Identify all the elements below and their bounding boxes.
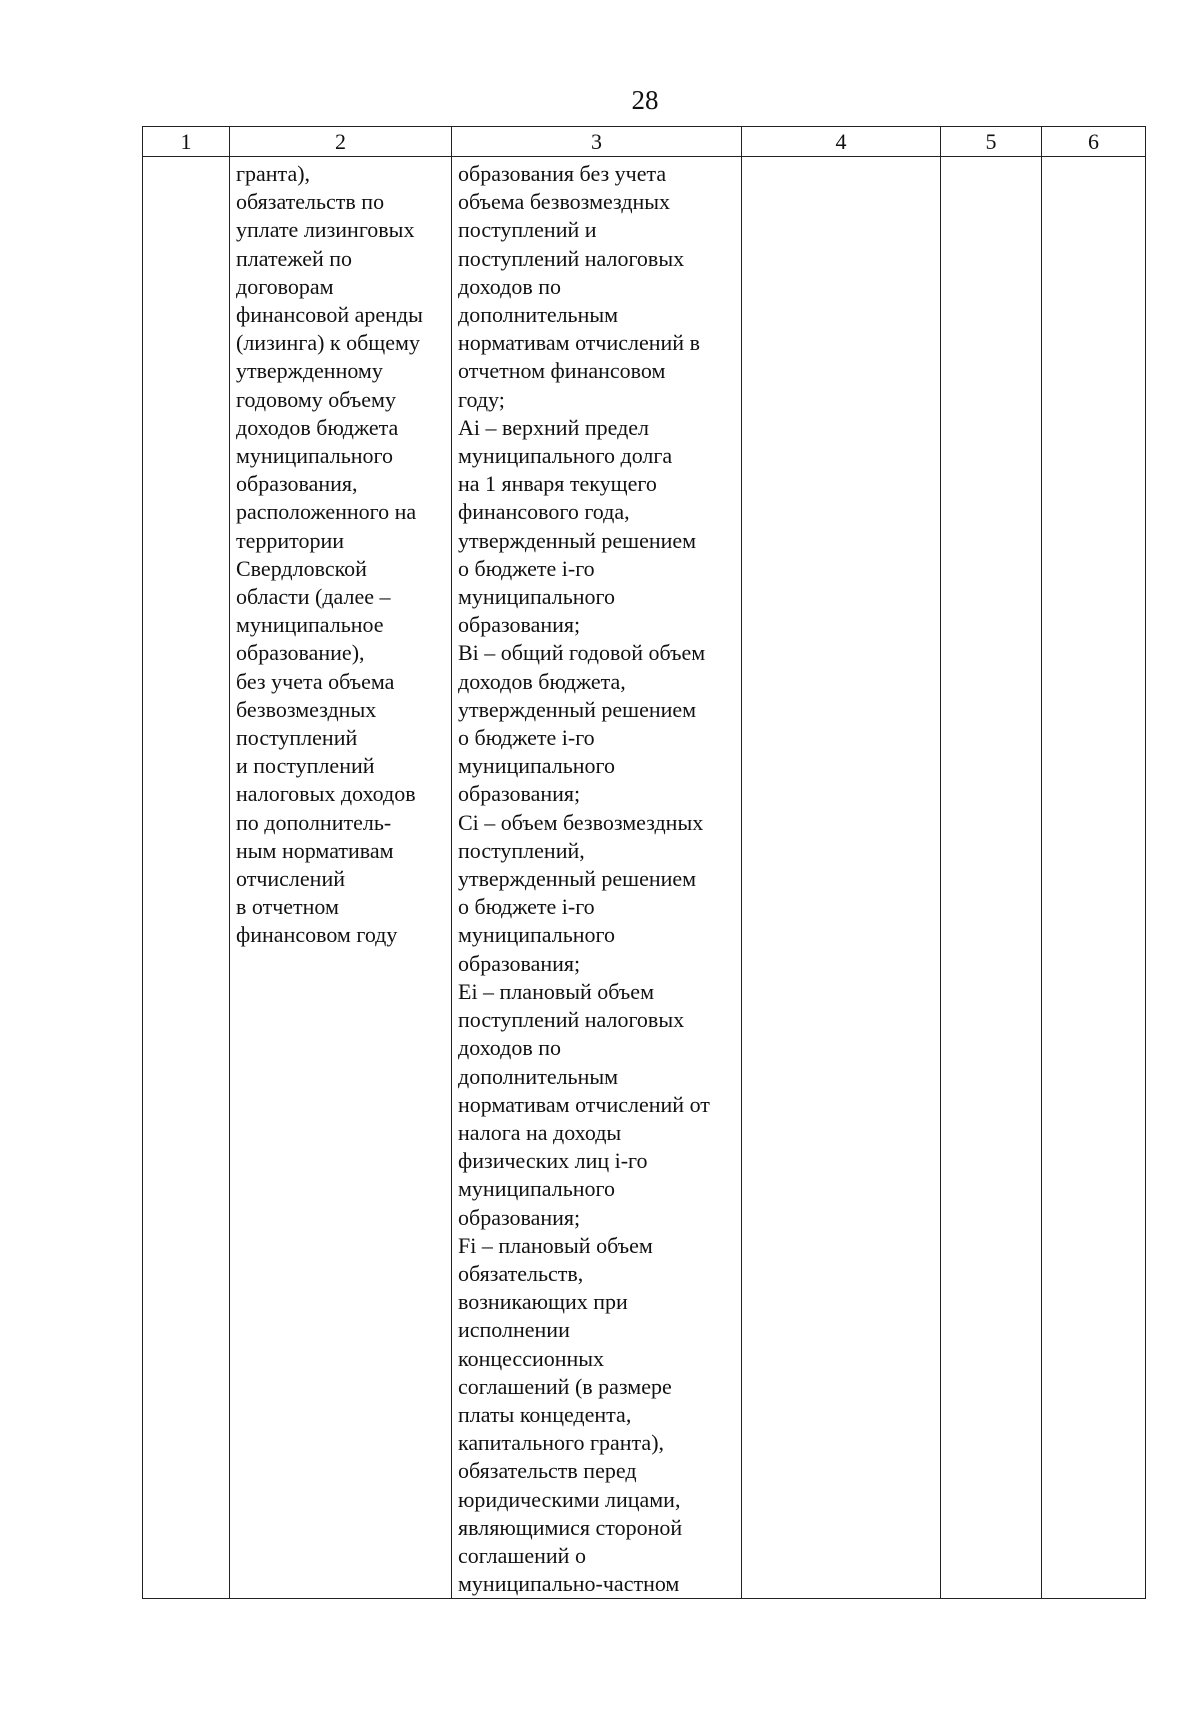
text-line: образование),: [236, 640, 365, 666]
text-line: доходов бюджета: [236, 414, 399, 440]
cell-col-4: [742, 157, 941, 1599]
text-line: отчетном финансовом: [458, 358, 666, 384]
text-line: году;: [458, 386, 505, 412]
text-line: годовому объему: [236, 386, 396, 412]
text-line: Ei – плановый объем: [458, 978, 654, 1004]
text-line: налога на доходы: [458, 1119, 622, 1145]
column-header-6: 6: [1042, 127, 1146, 157]
text-line: утвержденный решением: [458, 527, 697, 553]
text-line: доходов по: [458, 273, 562, 299]
text-line: соглашений (в размере: [458, 1373, 672, 1399]
text-line: муниципального: [458, 753, 616, 779]
text-line: муниципального долга: [458, 443, 673, 469]
text-line: финансовой аренды: [236, 302, 423, 328]
text-line: муниципального: [458, 922, 616, 948]
text-line: образования;: [458, 1204, 581, 1230]
cell-col-1: [143, 157, 230, 1599]
text-line: доходов бюджета,: [458, 668, 626, 694]
text-line: муниципальное: [236, 612, 384, 638]
page-number: 28: [631, 85, 659, 115]
column-header-2: 2: [230, 127, 452, 157]
text-line: муниципального: [236, 443, 394, 469]
text-line: являющимися стороной: [458, 1514, 683, 1540]
table-row: [143, 157, 1146, 1599]
text-line: нормативам отчислений в: [458, 330, 700, 356]
text-line: о бюджете i-го: [458, 555, 595, 581]
cell-col-5: [941, 157, 1042, 1599]
text-line: платы концедента,: [458, 1401, 632, 1427]
text-line: в отчетном: [236, 894, 339, 920]
text-line: безвозмездных: [236, 696, 377, 722]
text-line: по дополнитель-: [236, 809, 392, 835]
text-line: Bi – общий годовой объем: [458, 640, 706, 666]
text-line: о бюджете i-го: [458, 894, 595, 920]
text-line: дополнительным: [458, 1063, 619, 1089]
cell-col-2: [230, 157, 452, 1599]
text-line: муниципально-частном: [458, 1571, 680, 1597]
column-header-5: 5: [941, 127, 1042, 157]
cell-col-3: [452, 157, 742, 1599]
text-line: территории: [236, 527, 345, 553]
col-3-text: [452, 157, 741, 1598]
text-line: финансового года,: [458, 499, 630, 525]
text-line: дополнительным: [458, 302, 619, 328]
text-line: платежей по: [236, 245, 353, 271]
text-line: договорам: [236, 273, 334, 299]
text-line: муниципального: [458, 584, 616, 610]
text-line: поступлений,: [458, 837, 585, 863]
text-line: утвержденный решением: [458, 696, 697, 722]
text-line: образования без учета: [458, 161, 667, 186]
text-line: концессионных: [458, 1345, 605, 1371]
text-line: Ai – верхний предел: [458, 414, 650, 440]
text-line: исполнении: [458, 1317, 570, 1343]
column-header-3: 3: [452, 127, 742, 157]
text-line: отчислений: [236, 866, 345, 892]
text-line: области (далее –: [236, 584, 391, 610]
text-line: образования;: [458, 612, 581, 638]
text-line: капитального гранта),: [458, 1430, 665, 1456]
text-line: юридическими лицами,: [458, 1486, 681, 1512]
cell-col-6: [1042, 157, 1146, 1599]
text-line: ным нормативам: [236, 837, 394, 863]
text-line: образования;: [458, 781, 581, 807]
text-line: поступлений налоговых: [458, 1007, 685, 1033]
text-line: уплате лизинговых: [236, 217, 415, 243]
col-2-text: [230, 157, 451, 950]
text-line: гранта),: [236, 161, 311, 186]
text-line: расположенного на: [236, 499, 417, 525]
column-header-1: 1: [143, 127, 230, 157]
document-table: [142, 126, 1146, 1599]
text-line: поступлений налоговых: [458, 245, 685, 271]
text-line: объема безвозмездных: [458, 189, 671, 215]
text-line: обязательств по: [236, 189, 385, 215]
text-line: возникающих при: [458, 1289, 628, 1315]
text-line: соглашений о: [458, 1542, 586, 1568]
text-line: поступлений: [236, 725, 358, 751]
text-line: и поступлений: [236, 753, 375, 779]
text-line: Fi – плановый объем: [458, 1232, 653, 1258]
text-line: на 1 января текущего: [458, 471, 657, 497]
text-line: без учета объема: [236, 668, 395, 694]
text-line: образования,: [236, 471, 358, 497]
text-line: утвержденному: [236, 358, 383, 384]
text-line: физических лиц i-го: [458, 1148, 648, 1174]
text-line: о бюджете i-го: [458, 725, 595, 751]
text-line: обязательств перед: [458, 1458, 637, 1484]
text-line: утвержденный решением: [458, 866, 697, 892]
text-line: налоговых доходов: [236, 781, 416, 807]
text-line: образования;: [458, 950, 581, 976]
text-line: финансовом году: [236, 922, 398, 948]
text-line: нормативам отчислений от: [458, 1091, 710, 1117]
text-line: Свердловской: [236, 555, 367, 581]
text-line: (лизинга) к общему: [236, 330, 420, 356]
text-line: Ci – объем безвозмездных: [458, 809, 704, 835]
text-line: обязательств,: [458, 1260, 584, 1286]
text-line: доходов по: [458, 1035, 562, 1061]
table-header-row: [143, 127, 1146, 157]
text-line: поступлений и: [458, 217, 597, 243]
text-line: муниципального: [458, 1176, 616, 1202]
column-header-4: 4: [742, 127, 941, 157]
